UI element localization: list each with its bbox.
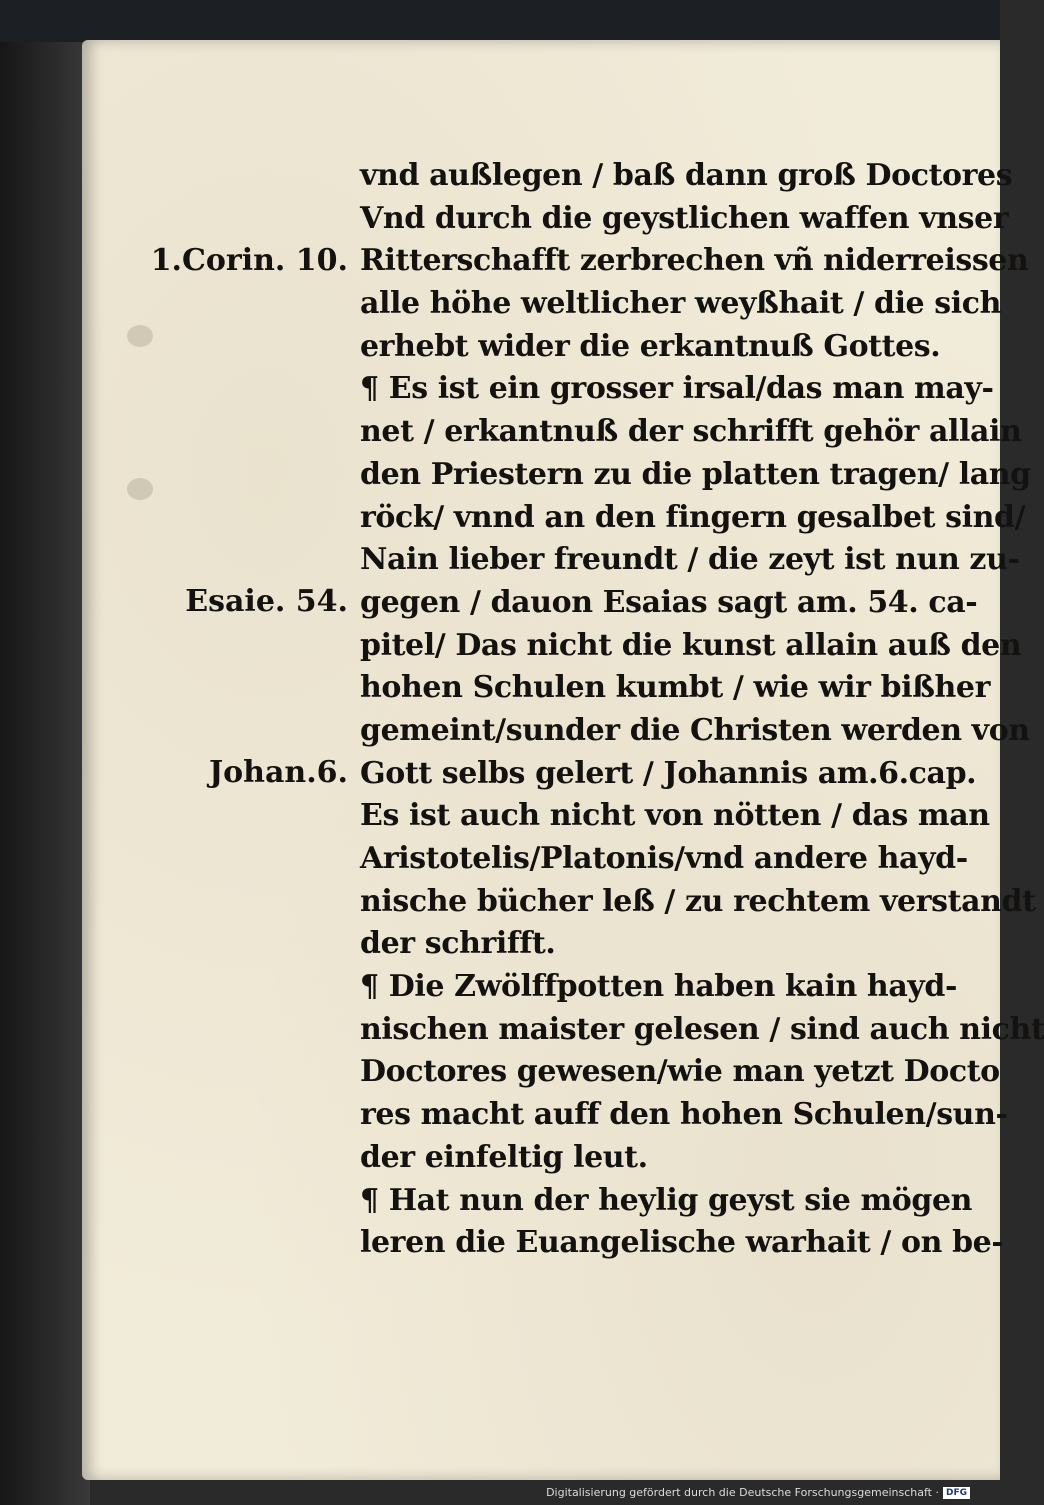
text-line: ¶ Hat nun der heylig geyst sie mögen xyxy=(360,1182,973,1218)
text-line: nische bücher leß / zu rechtem verstandt xyxy=(360,883,1036,919)
text-line: Gott selbs gelert / Johannis am.6.cap. xyxy=(360,755,977,791)
text-line: Es ist auch nicht von nötten / das man xyxy=(360,798,990,834)
text-line: röck/ vnnd an den fingern gesalbet sind/ xyxy=(360,499,1026,535)
text-line: alle höhe weltlicher weyßhait / die sich xyxy=(360,286,1002,322)
text-line: nischen maister gelesen / sind auch nicht xyxy=(360,1011,1044,1047)
text-line: der schrifft. xyxy=(360,926,556,962)
gutter-stain xyxy=(127,325,153,347)
text-line: Vnd durch die geystlichen waffen vnser xyxy=(360,200,1009,236)
text-line: net / erkantnuß der schrifft gehör allain xyxy=(360,414,1022,450)
text-line: vnd außlegen / baß dann groß Doctores xyxy=(360,158,1013,193)
text-line: gemeint/sunder die Christen werden von xyxy=(360,712,1030,748)
text-line: Ritterschafft zerbrechen vñ niderreissen xyxy=(360,243,1029,279)
backdrop-left xyxy=(0,0,90,1505)
margin-note-corinthians: 1.Corin. 10. xyxy=(150,243,348,278)
text-line: der einfeltig leut. xyxy=(360,1139,648,1175)
text-line: erhebt wider die erkantnuß Gottes. xyxy=(360,328,941,364)
gutter-stain xyxy=(127,478,153,500)
text-line: ¶ Es ist ein grosser irsal/das man may- xyxy=(360,371,994,407)
text-line: pitel/ Das nicht die kunst allain auß den xyxy=(360,627,1022,663)
margin-note-esaie: Esaie. 54. xyxy=(185,584,348,619)
text-line: den Priestern zu die platten tragen/ lang xyxy=(360,456,1031,492)
text-line: Doctores gewesen/wie man yetzt Docto xyxy=(360,1054,1000,1090)
dfg-logo: DFG xyxy=(943,1487,970,1499)
text-line: Nain lieber freundt / die zeyt ist nun zu- xyxy=(360,542,1020,578)
text-line: ¶ Die Zwölffpotten haben kain hayd- xyxy=(360,969,958,1005)
text-line: res macht auff den hohen Schulen/sun- xyxy=(360,1097,1008,1133)
footer-text: Digitalisierung gefördert durch die Deutsche Forschungsgemeinschaft · xyxy=(546,1486,939,1499)
footer-credit xyxy=(546,1486,970,1499)
text-line: leren die Euangelische warhait / on be- xyxy=(360,1225,1004,1261)
backdrop-top xyxy=(0,0,1000,42)
margin-note-johan: Johan.6. xyxy=(208,755,348,790)
main-text-block xyxy=(360,155,1044,1265)
text-line: gegen / dauon Esaias sagt am. 54. ca- xyxy=(360,584,978,620)
text-line: Aristotelis/Platonis/vnd andere hayd- xyxy=(360,841,968,876)
text-line: hohen Schulen kumbt / wie wir bißher xyxy=(360,670,990,706)
